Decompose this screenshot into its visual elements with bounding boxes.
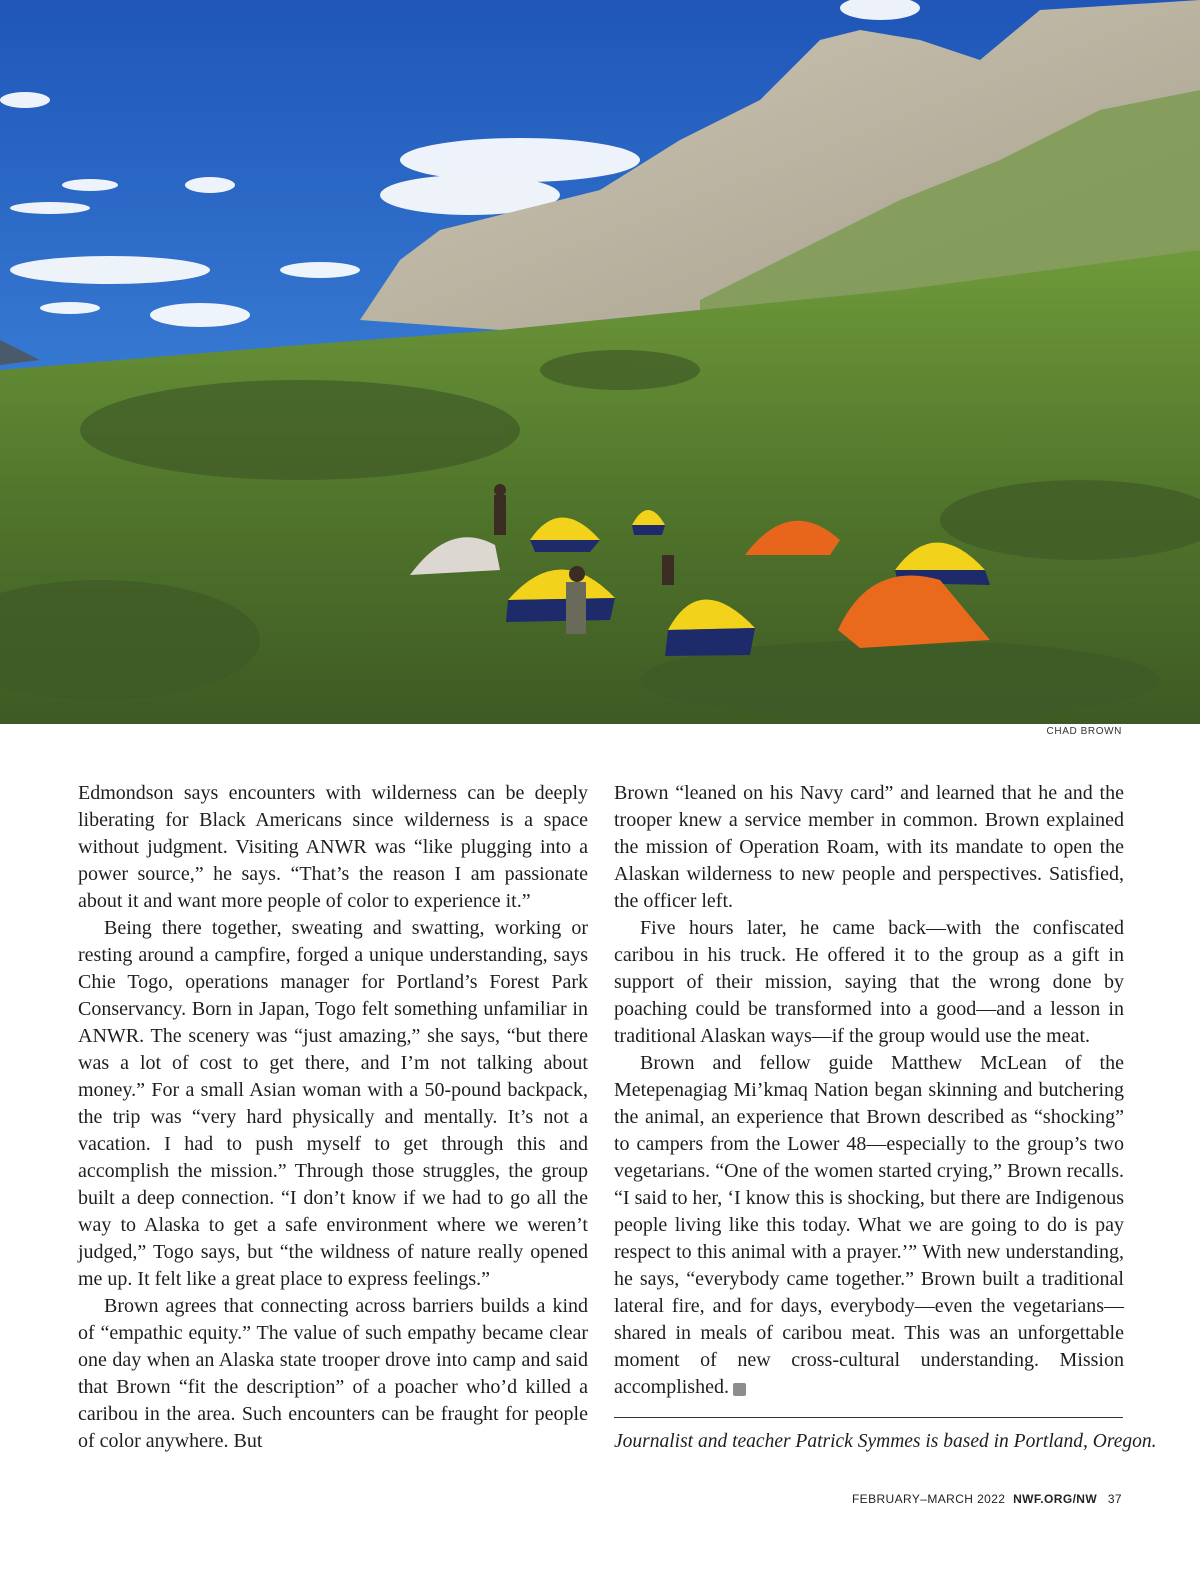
paragraph: Edmondson says encounters with wilderness can be deeply liberating for Black Americans since wilderness is a space without judgment. Visiting ANWR was “like plugging into a power source,” he says. “That’s the reason I am passionate about it and want more people of color to experience it.” (78, 782, 588, 912)
paragraph-text: Brown and fellow guide Matthew McLean of the Metepenagiag Mi’kmaq Nation began skinning and butchering the animal, an experience that Brown described as “shocking” to campers from the Lower 48—especially to the group’s two vegetarians. “One of the women started crying,” Brown recalls. “I said to her, ‘I know this is shocking, but there are Indigenous people living like this today. What we are going to do is pay respect to this animal with a prayer.’” With new understanding, he says, “everybody came together.” Brown built a traditional lateral fire, and for days, everybody—even the vegetarians—shared in meals of caribou meat. This was an unforgettable moment of new cross-cultural understanding. Mission accomplished. (614, 1052, 1124, 1398)
page-footer (852, 1492, 1122, 1506)
hero-photo (0, 0, 1200, 724)
paragraph: Being there together, sweating and swatting, working or resting around a campfire, forged a unique understanding, says Chie Togo, operations manager for Portland’s Forest Park Conservancy. Born in Japan, Togo felt something unfamiliar in ANWR. The scenery was “just amazing,” she says, “but there was a lot of cost to get there, and I’m not talking about money.” For a small Asian woman with a 50-pound backpack, the trip was “very hard physically and mentally. It’s not a vacation. I had to push myself to get through this and accomplish the mission.” Through those struggles, the group built a deep connection. “I don’t know if we had to go all the way to Alaska to get a safe environment where we weren’t judged,” Togo says, but “the wildness of nature really opened me up. It felt like a great place to express feelings.” (78, 917, 588, 1290)
author-bio: Journalist and teacher Patrick Symmes is based in Portland, Oregon. (614, 1431, 1157, 1452)
paragraph: Five hours later, he came back—with the confiscated caribou in his truck. He offered it to the group as a gift in support of their mission, saying that the wrong done by poaching could be transformed into a good—and a lesson in traditional Alaskan ways—if the group would use the meat. (614, 917, 1124, 1047)
divider (614, 1417, 1123, 1418)
article-column-left (78, 780, 588, 1455)
paragraph: Brown agrees that connecting across barriers builds a kind of “empathic equity.” The value of such empathy became clear one day when an Alaska state trooper drove into camp and said that Brown “fit the description” of a poacher who’d killed a caribou in the area. Such encounters can be fraught for people of color anywhere. But (78, 1295, 588, 1452)
photo-credit: CHAD BROWN (1046, 726, 1122, 737)
end-mark-icon: W (733, 1383, 746, 1396)
issue-date: FEBRUARY–MARCH 2022 (851, 1492, 1006, 1506)
paragraph-last (614, 1050, 1124, 1401)
paragraph: Brown “leaned on his Navy card” and learned that he and the trooper knew a service member in common. Brown explained the mission of Operation Roam, with its mandate to open the Alaskan wilderness to new people and perspectives. Satisfied, the officer left. (614, 782, 1124, 912)
page-number: 37 (1107, 1492, 1122, 1506)
site-url: NWF.ORG/NW (1013, 1492, 1098, 1506)
article-column-right (614, 780, 1124, 1401)
